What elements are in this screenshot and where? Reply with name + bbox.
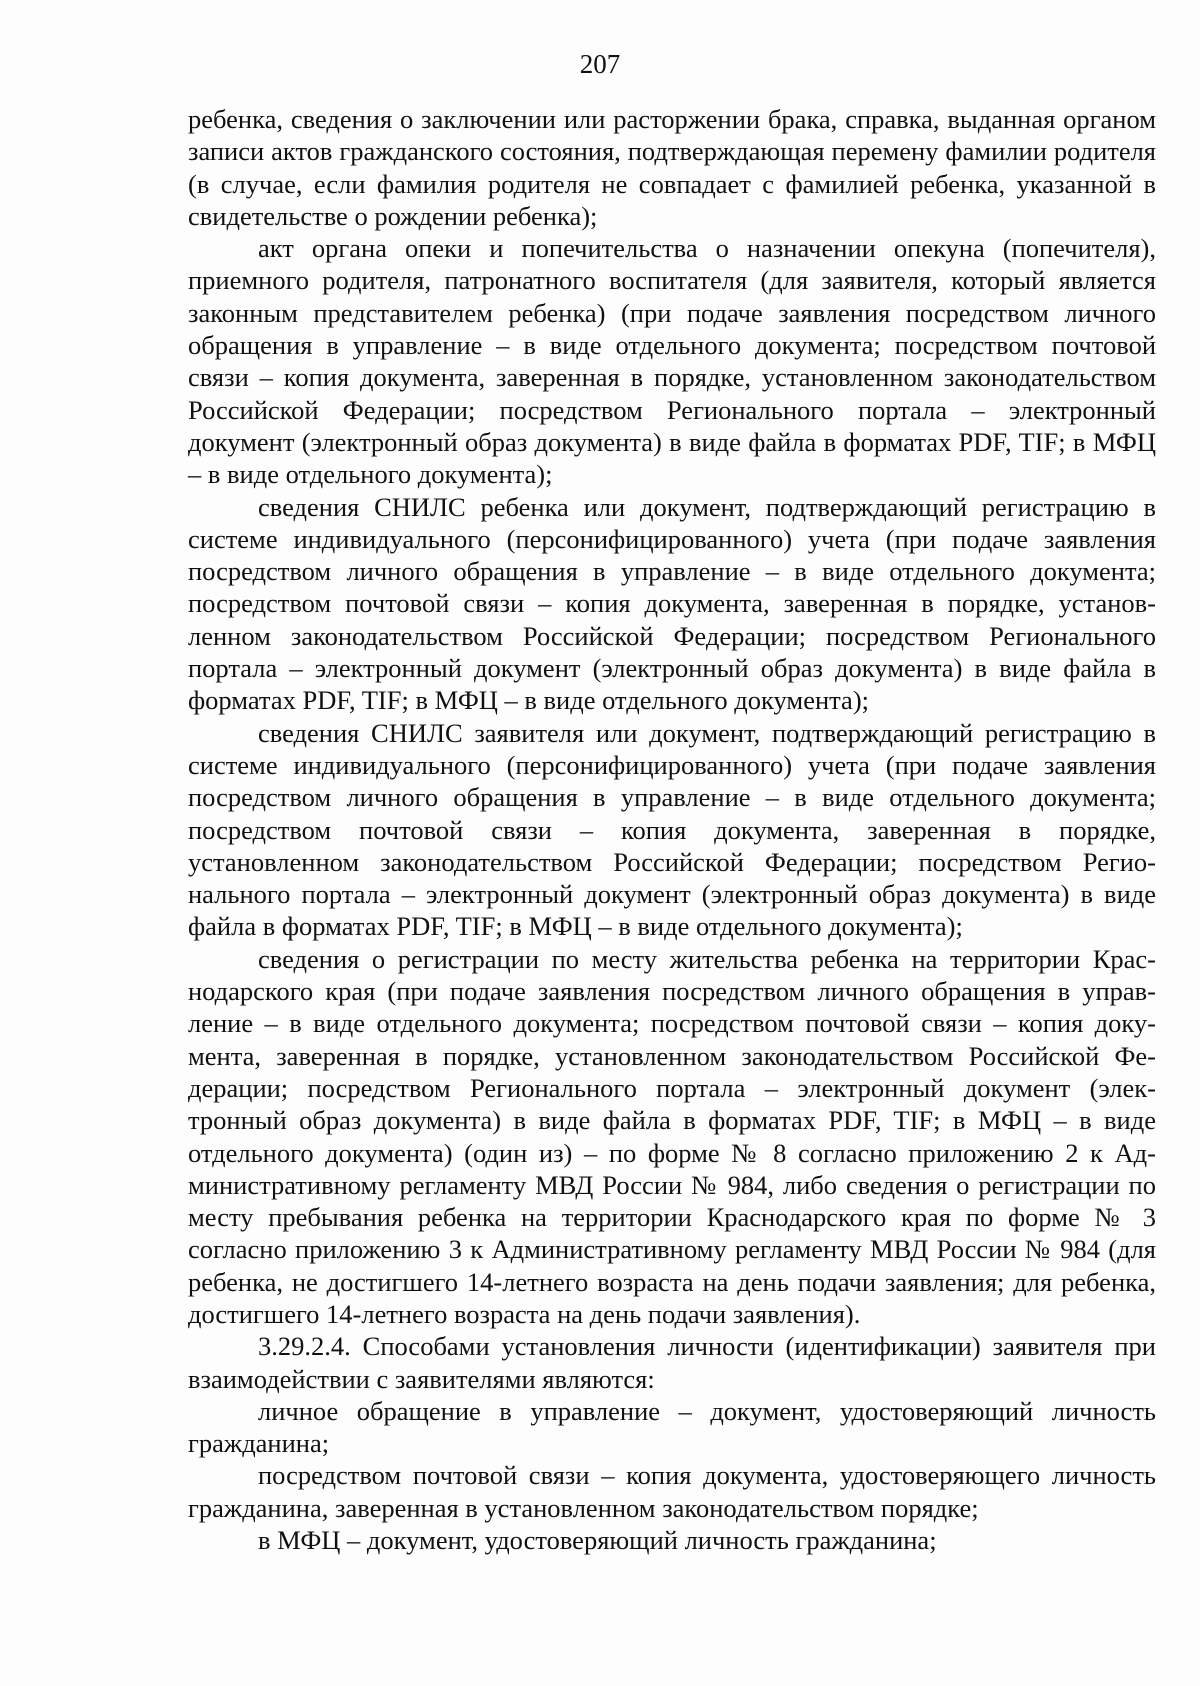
paragraph-section-3-29-2-4: 3.29.2.4. Способами установления личности (идентификации) заявителя при взаимодействии с заявителями являются: — [188, 1331, 1156, 1394]
paragraph-registration-info: сведения о регистрации по месту жительства ребенка на территории Краснодарского края (при подаче заявления посредством личного обращения в управление – в виде отдельного документа; посредством почтовой связи – копия документа, заверенная в порядке, установленном законодательством Российской Федерации; посредством Регионального портала – электронный документ (электронный образ документа) в виде файла в форматах PDF, TIF; в МФЦ – в виде отдельного документа) (один из) – по форме № 8 согласно приложению 2 к Административному регламенту МВД России № 984, либо сведения о регистрации по месту пребывания ребенка на территории Краснодарского края по форме № 3 согласно приложению 3 к Административному регламенту МВД России № 984 (для ребенка, не достигшего 14-летнего возраста на день подачи заявления; для ребенка, достигшего 14-летнего возраста на день подачи заявления). — [188, 943, 1156, 1329]
page-number: 207 — [579, 49, 621, 79]
paragraph-mfc: в МФЦ – документ, удостоверяющий личность гражданина; — [258, 1525, 937, 1556]
paragraph-child-snils: сведения СНИЛС ребенка или документ, подтверждающий регистрацию в системе индивидуального (персонифицированного) учета (при подаче заявления посредством личного обращения в управление – в виде отдельного документа; посредством почтовой связи – копия документа, заверенная в порядке, установленном законодательством Российской Федерации; посредством Регионального портала – электронный документ (электронный образ документа) в виде файла в форматах PDF, TIF; в МФЦ – в виде отдельного документа); — [188, 491, 1156, 716]
paragraph-postal: посредством почтовой связи – копия документа, удостоверяющего личность гражданина, заверенная в установленном законодательством порядке; — [188, 1460, 1156, 1523]
paragraph-continuation: ребенка, сведения о заключении или расторжении брака, справка, выданная органом записи актов гражданского состояния, подтверждающая перемену фамилии родителя (в случае, если фамилия родителя не совпадает с фамилией ребенка, указанной в свидетельстве о рождении ребенка); — [188, 104, 1156, 231]
paragraph-applicant-snils: сведения СНИЛС заявителя или документ, подтверждающий регистрацию в системе индивидуального (персонифицированного) учета (при подаче заявления посредством личного обращения в управление – в виде отдельного документа; посредством почтовой связи – копия документа, заверенная в порядке, установленном законодательством Российской Федерации; посредством Регионального портала – электронный документ (электронный образ документа) в виде файла в форматах PDF, TIF; в МФЦ – в виде отдельного документа); — [188, 717, 1156, 942]
document-body — [188, 103, 1156, 1556]
paragraph-guardianship-act: акт органа опеки и попечительства о назначении опекуна (попечителя), приемного родителя, патронатного воспитателя (для заявителя, который является законным представителем ребенка) (при подаче заявления посредством личного обращения в управление – в виде отдельного документа; посредством почтовой связи – копия документа, заверенная в порядке, установленном законодательством Российской Федерации; посредством Регионального портала – электронный документ (электронный образ документа) в виде файла в форматах PDF, TIF; в МФЦ – в виде отдельного документа); — [188, 233, 1156, 490]
paragraph-personal-visit: личное обращение в управление – документ, удостоверяющий личность гражданина; — [188, 1395, 1156, 1459]
